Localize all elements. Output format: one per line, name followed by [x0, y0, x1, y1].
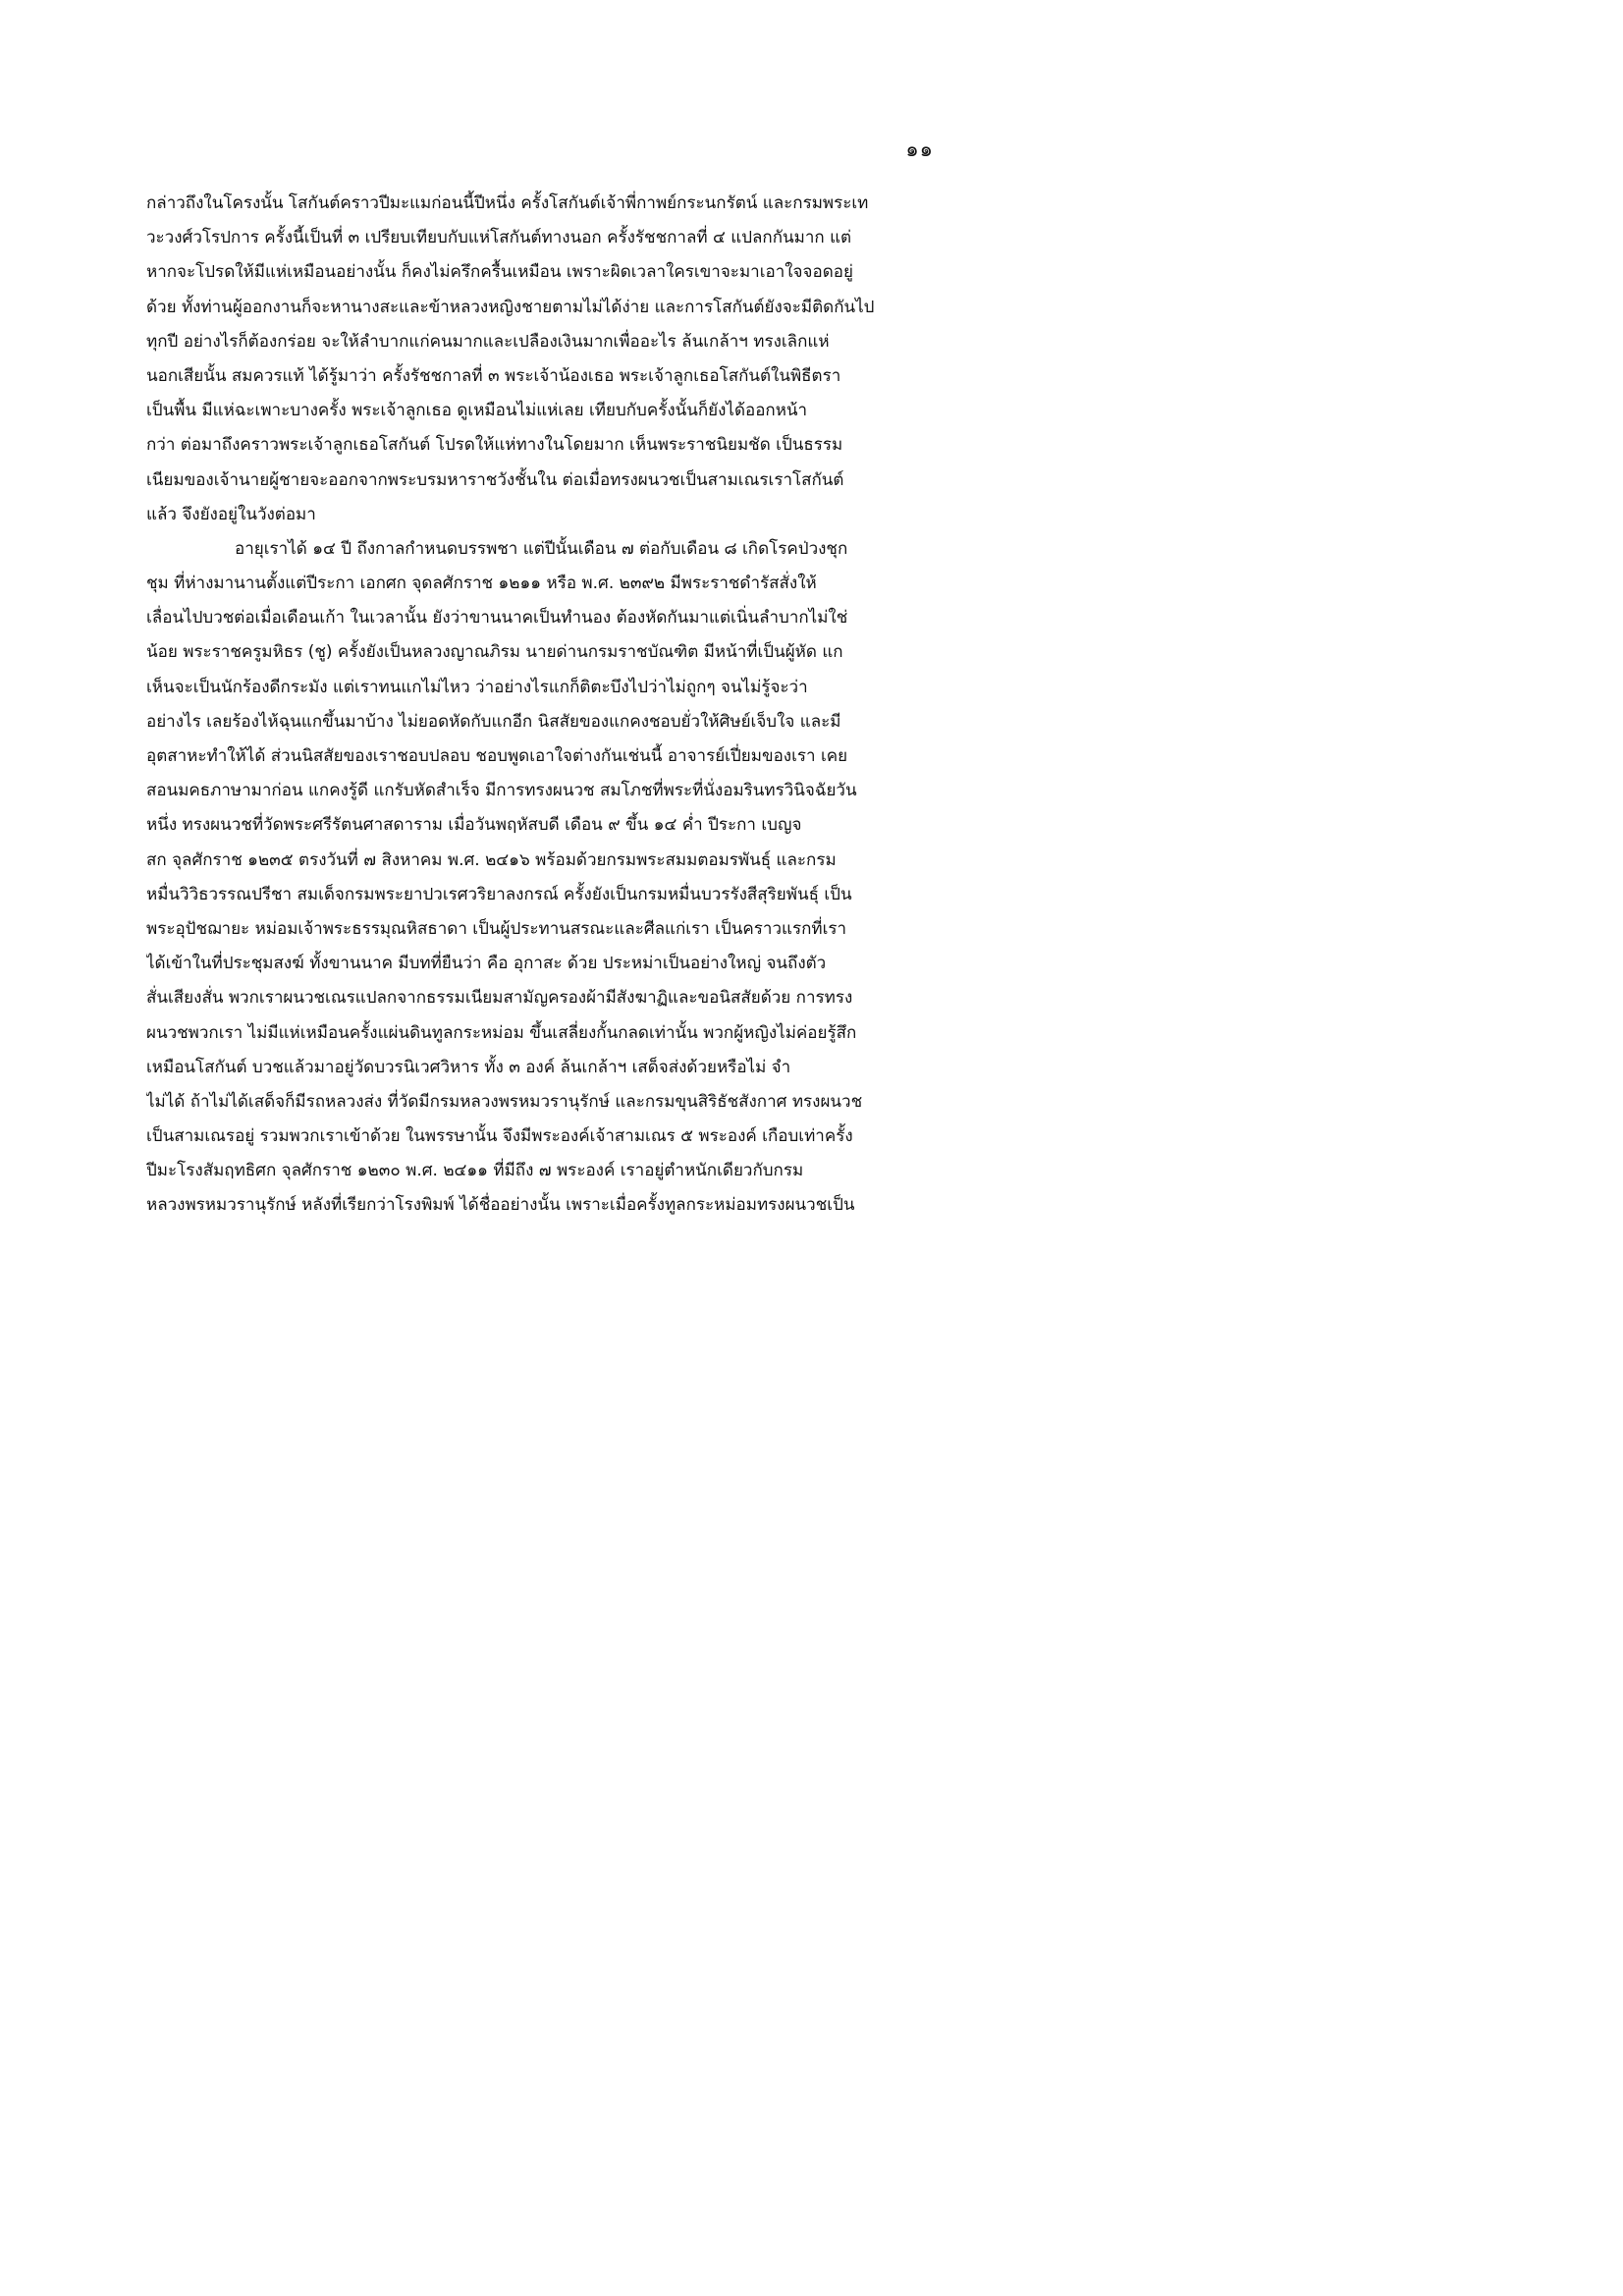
text-line: หลวงพรหมวรานุรักษ์ หลังที่เรียกว่าโรงพิมพ์ ได้ชื่ออย่างนั้น เพราะเมื่อครั้งทูลกระหม่อมทรงผนวชเป็น	[146, 1195, 855, 1216]
text-line: หมื่นวิวิธวรรณปรีชา สมเด็จกรมพระยาปวเรศวริยาลงกรณ์ ครั้งยังเป็นกรมหมื่นบวรรังสีสุริยพันธุ์ เป็น	[146, 884, 852, 904]
text-line: เป็นพื้น มีแห่ฉะเพาะบางครั้ง พระเจ้าลูกเธอ ดูเหมือนไม่แห่เลย เทียบกับครั้งนั้นก็ยังได้ออกหน้า	[146, 401, 808, 421]
text-line: อุตสาหะทำให้ได้ ส่วนนิสสัยของเราชอบปลอบ ชอบพูดเอาใจต่างกันเช่นนี้ อาจารย์เปี่ยมของเรา เคย	[146, 746, 848, 766]
text-line: เป็นสามเณรอยู่ รวมพวกเราเข้าด้วย ในพรรษานั้น จึงมีพระองค์เจ้าสามเณร ๕ พระองค์ เกือบเท่าครั้ง	[146, 1126, 853, 1147]
text-line: แล้ว จึงยังอยู่ในวังต่อมา	[146, 504, 316, 524]
text-line: สั่นเสียงสั่น พวกเราผนวชเณรแปลกจากธรรมเนียมสามัญครองผ้ามีสังฆาฏิและขอนิสสัยด้วย การทรง	[146, 988, 853, 1009]
text-line: พระอุปัชฌายะ หม่อมเจ้าพระธรรมุณหิสธาดา เป็นผู้ประทานสรณะและศีลแก่เรา เป็นคราวแรกที่เรา	[146, 918, 847, 939]
text-line: น้อย พระราชครูมหิธร (ชู) ครั้งยังเป็นหลวงญาณภิรม นายด่านกรมราชบัณฑิต มีหน้าที่เป็นผู้หัด แก	[146, 642, 843, 663]
text-line: กล่าวถึงในโครงนั้น โสกันต์คราวปีมะแมก่อนนี้ปีหนึ่ง ครั้งโสกันต์เจ้าพี่กาพย์กระนกรัตน์ และกรมพระเท	[146, 193, 869, 213]
paragraph-first-line: อายุเราได้ ๑๔ ปี ถึงกาลกำหนดบรรพชา แต่ปีนั้นเดือน ๗ ต่อกับเดือน ๘ เกิดโรคป่วงชุก	[235, 538, 848, 559]
body-text	[146, 187, 937, 1224]
text-line: ผนวชพวกเรา ไม่มีแห่เหมือนครั้งแผ่นดินทูลกระหม่อม ขึ้นเสลี่ยงกั้นกลดเท่านั้น พวกผู้หญิงไม่ค่อยรู้สึก	[146, 1022, 857, 1043]
text-line: กว่า ต่อมาถึงคราวพระเจ้าลูกเธอโสกันต์ โปรดให้แห่ทางในโดยมาก เห็นพระราชนิยมชัด เป็นธรรม	[146, 435, 843, 456]
text-line: เลื่อนไปบวชต่อเมื่อเดือนเก้า ในเวลานั้น ยังว่าขานนาคเป็นทำนอง ต้องหัดกันมาแต่เนิ่นลำบากไม่ใช่	[146, 608, 848, 629]
text-line: ทุกปี อย่างไรก็ต้องกร่อย จะให้ลำบากแก่คนมากและเปลืองเงินมากเพื่ออะไร ล้นเกล้าฯ ทรงเลิกแห่	[146, 331, 830, 352]
text-line: เหมือนโสกันต์ บวชแล้วมาอยู่วัดบวรนิเวศวิหาร ทั้ง ๓ องค์ ล้นเกล้าฯ เสด็จส่งด้วยหรือไม่ จำ	[146, 1057, 791, 1077]
text-line: ปีมะโรงสัมฤทธิศก จุลศักราช ๑๒๓๐ พ.ศ. ๒๔๑๑ ที่มีถึง ๗ พระองค์ เราอยู่ตำหนักเดียวกับกรม	[146, 1161, 804, 1181]
text-line: สอนมคธภาษามาก่อน แกคงรู้ดี แกรับหัดสำเร็จ มีการทรงผนวช สมโภชที่พระที่นั่งอมรินทรวินิจฉัยวัน	[146, 781, 857, 801]
text-line: นอกเสียนั้น สมควรแท้ ได้รู้มาว่า ครั้งรัชชกาลที่ ๓ พระเจ้าน้องเธอ พระเจ้าลูกเธอโสกันต์ในพิธีตรา	[146, 365, 841, 386]
document-page	[0, 0, 1083, 1532]
page-number: ๑๑	[905, 137, 934, 161]
text-line: เห็นจะเป็นนักร้องดีกระมัง แต่เราทนแกไม่ไหว ว่าอย่างไรแกก็ติตะบึงไปว่าไม่ถูกๆ จนไม่รู้จะว่า	[146, 677, 808, 697]
text-line: ด้วย ทั้งท่านผู้ออกงานก็จะหานางสะและข้าหลวงหญิงชายตามไม่ได้ง่าย และการโสกันต์ยังจะมีติดกันไป	[146, 297, 875, 317]
text-line: ได้เข้าในที่ประชุมสงฆ์ ทั้งขานนาค มีบทที่ยืนว่า คือ อุกาสะ ด้วย ประหม่าเป็นอย่างใหญ่ จนถึงตัว	[146, 954, 827, 974]
text-line: หากจะโปรดให้มีแห่เหมือนอย่างนั้น ก็คงไม่ครึกครื้นเหมือน เพราะผิดเวลาใครเขาจะมาเอาใจจอดอยู่	[146, 262, 853, 283]
text-line: สก จุลศักราช ๑๒๓๕ ตรงวันที่ ๗ สิงหาคม พ.ศ. ๒๔๑๖ พร้อมด้วยกรมพระสมมตอมรพันธุ์ และกรม	[146, 849, 837, 870]
text-line: ไม่ได้ ถ้าไม่ได้เสด็จก็มีรถหลวงส่ง ที่วัดมีกรมหลวงพรหมวรานุรักษ์ และกรมขุนสิริธัชสังกาศ ทรงผนวช	[146, 1091, 863, 1112]
text-line: หนึ่ง ทรงผนวชที่วัดพระศรีรัตนศาสดาราม เมื่อวันพฤหัสบดี เดือน ๙ ขึ้น ๑๔ ค่ำ ปีระกา เบญจ	[146, 815, 802, 836]
text-line: ชุม ที่ห่างมานานตั้งแต่ปีระกา เอกศก จุดลศักราช ๑๒๑๑ หรือ พ.ศ. ๒๓๙๒ มีพระราชดำรัสสั่งให้	[146, 574, 817, 594]
text-line: วะวงศ์วโรปการ ครั้งนี้เป็นที่ ๓ เปรียบเทียบกับแห่โสกันต์ทางนอก ครั้งรัชชกาลที่ ๔ แปลกกันมาก แต่	[146, 228, 852, 248]
text-line: เนียมของเจ้านายผู้ชายจะออกจากพระบรมหาราชวังชั้นใน ต่อเมื่อทรงผนวชเป็นสามเณรเราโสกันต์	[146, 469, 844, 490]
text-line: อย่างไร เลยร้องไห้ฉุนแกขึ้นมาบ้าง ไม่ยอดหัดกับแกอีก นิสสัยของแกคงชอบยั่วให้ศิษย์เจ็บใจ และมี	[146, 711, 841, 732]
